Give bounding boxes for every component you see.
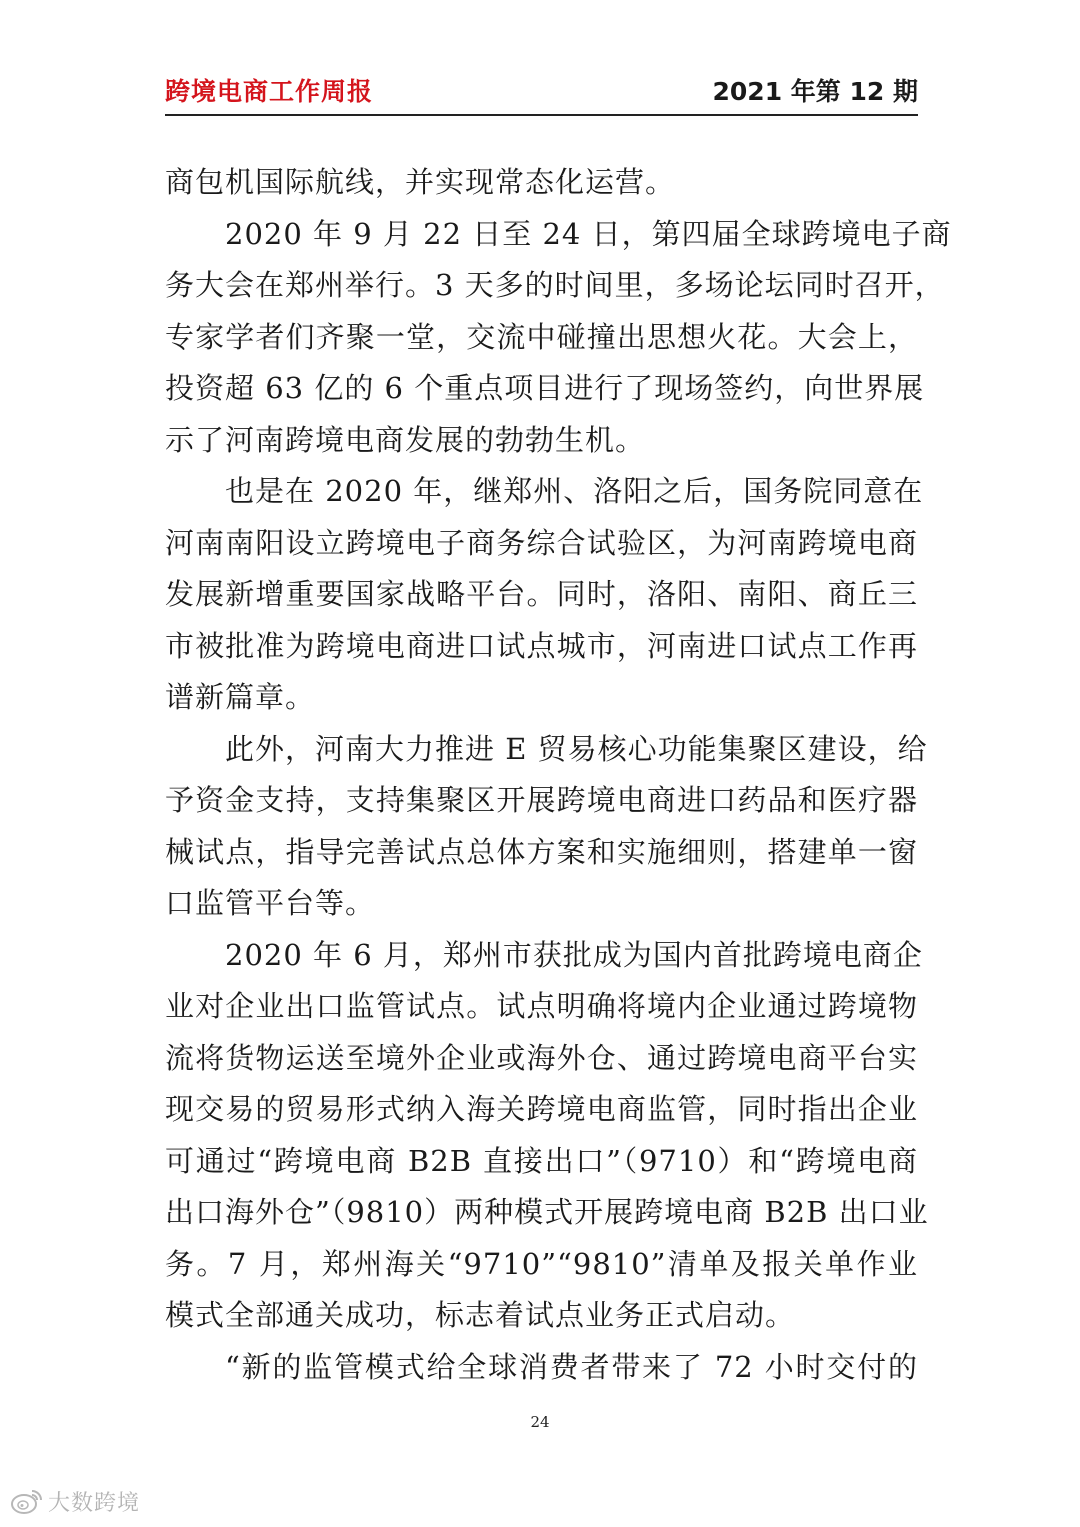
text-line: 发展新增重要国家战略平台。同时，洛阳、南阳、商丘三 — [165, 577, 918, 611]
report-title: 跨境电商工作周报 — [165, 77, 374, 106]
text-line: 可通过“跨境电商 B2B 直接出口”（9710）和“跨境电商 — [165, 1143, 918, 1178]
text-line: 专家学者们齐聚一堂，交流中碰撞出思想火花。大会上， — [165, 319, 918, 354]
text-line: 河南南阳设立跨境电子商务综合试验区，为河南跨境电商 — [165, 525, 918, 560]
text-line: 模式全部通关成功，标志着试点业务正式启动。 — [165, 1298, 796, 1332]
page-header — [165, 74, 918, 110]
text-line: 予资金支持，支持集聚区开展跨境电商进口药品和医疗器 — [165, 783, 918, 817]
weibo-logo-icon — [10, 1487, 44, 1515]
text-line: 示了河南跨境电商发展的勃勃生机。 — [165, 422, 646, 457]
text-line: 务大会在郑州举行。3 天多的时间里，多场论坛同时召开， — [165, 268, 945, 302]
text-line: 口监管平台等。 — [165, 886, 376, 920]
issue-number: 2021 年第 12 期 — [712, 77, 918, 106]
text-line: 流将货物运送至境外企业或海外仓、通过跨境电商平台实 — [165, 1040, 918, 1075]
header-divider — [165, 114, 918, 116]
watermark-text: 大数跨境 — [48, 1490, 141, 1516]
article-body — [165, 157, 952, 1393]
watermark — [10, 1486, 140, 1516]
page-number: 24 — [530, 1413, 550, 1431]
text-line: 业对企业出口监管试点。试点明确将境内企业通过跨境物 — [165, 989, 918, 1023]
text-line: 2020 年 6 月，郑州市获批成为国内首批跨境电商企 — [225, 937, 923, 972]
text-line: 出口海外仓”（9810）两种模式开展跨境电商 B2B 出口业 — [165, 1195, 929, 1229]
text-line: 现交易的贸易形式纳入海关跨境电商监管，同时指出企业 — [165, 1092, 918, 1126]
text-line: 械试点，指导完善试点总体方案和实施细则，搭建单一窗 — [165, 834, 918, 869]
text-line: 投资超 63 亿的 6 个重点项目进行了现场签约，向世界展 — [165, 371, 925, 405]
text-line: 也是在 2020 年，继郑州、洛阳之后，国务院同意在 — [225, 474, 924, 508]
text-line: 谱新篇章。 — [165, 680, 316, 714]
text-line: 2020 年 9 月 22 日至 24 日，第四届全球跨境电子商 — [225, 216, 952, 251]
text-line: 务。7 月，郑州海关“9710”“9810”清单及报关单作业 — [165, 1246, 918, 1281]
text-line: 此外，河南大力推进 E 贸易核心功能集聚区建设，给 — [225, 731, 928, 766]
text-line: 市被批准为跨境电商进口试点城市，河南进口试点工作再 — [165, 628, 918, 663]
text-line: “新的监管模式给全球消费者带来了 72 小时交付的 — [225, 1349, 918, 1384]
text-line: 商包机国际航线，并实现常态化运营。 — [165, 165, 676, 199]
